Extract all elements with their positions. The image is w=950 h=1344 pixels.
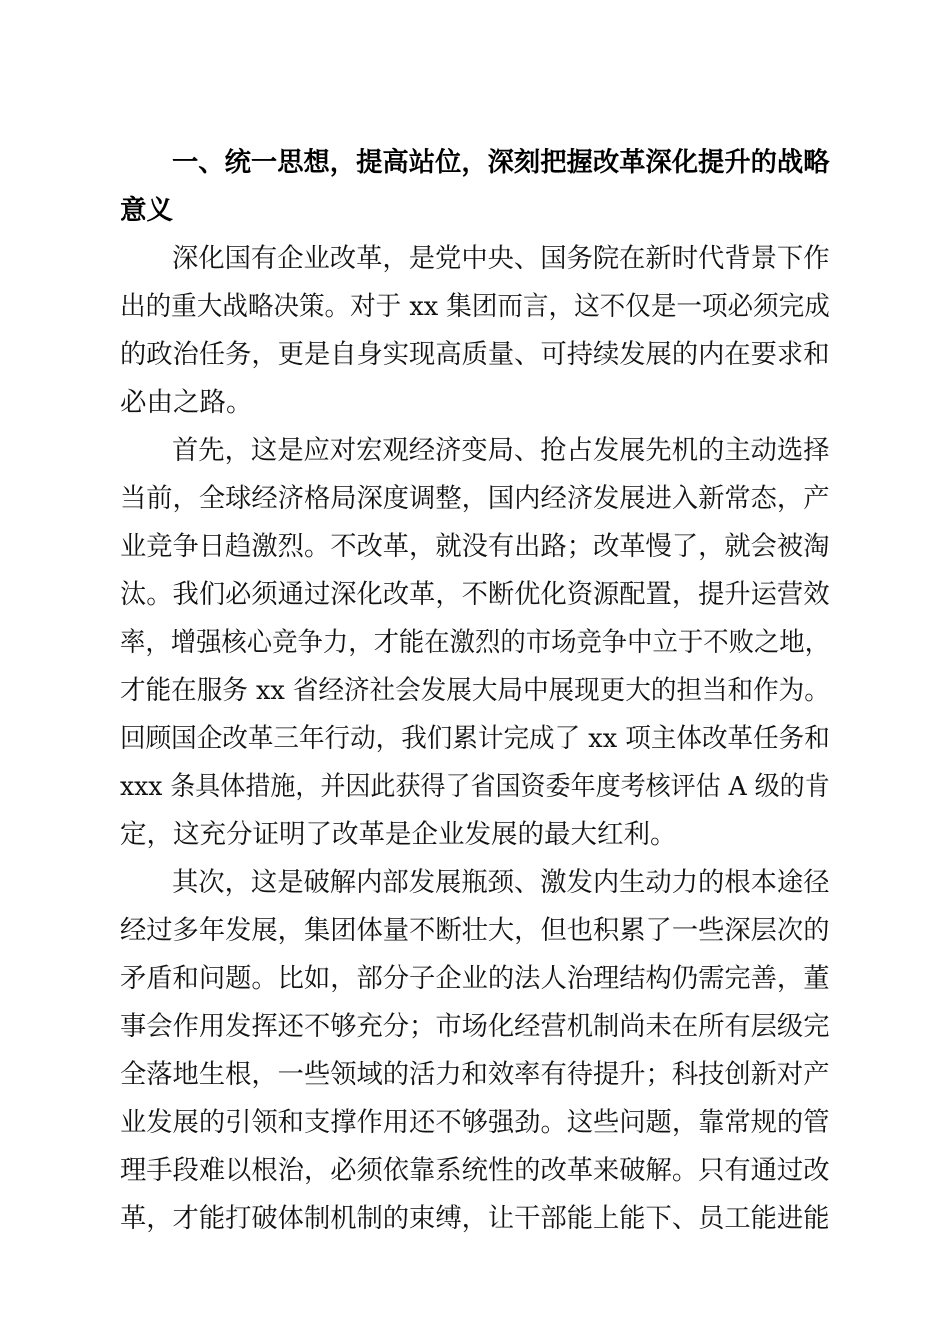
paragraph-2-line: 首先，这是应对宏观经济变局、抢占发展先机的主动选择 — [172, 435, 830, 466]
section-heading-line-2: 意义 — [120, 195, 173, 226]
paragraph-3-line: 业发展的引领和支撑作用还不够强劲。这些问题，靠常规的管 — [120, 1107, 830, 1138]
paragraph-2-line: xxx 条具体措施，并因此获得了省国资委年度考核评估 A 级的肯 — [120, 771, 830, 802]
paragraph-3-line: 革，才能打破体制机制的束缚，让干部能上能下、员工能进能 — [120, 1203, 830, 1234]
paragraph-2-line: 回顾国企改革三年行动，我们累计完成了 xx 项主体改革任务和 — [120, 723, 830, 754]
paragraph-2-line: 定，这充分证明了改革是企业发展的最大红利。 — [120, 819, 677, 850]
paragraph-1-line: 深化国有企业改革，是党中央、国务院在新时代背景下作 — [172, 243, 830, 274]
paragraph-2-line: 率，增强核心竞争力，才能在激烈的市场竞争中立于不败之地， — [120, 627, 831, 658]
paragraph-3-line: 矛盾和问题。比如，部分子企业的法人治理结构仍需完善，董 — [120, 963, 830, 994]
paragraph-1-line: 必由之路。 — [120, 387, 253, 418]
paragraph-3-line: 全落地生根，一些领域的活力和效率有待提升；科技创新对产 — [120, 1059, 830, 1090]
paragraph-3-line: 其次，这是破解内部发展瓶颈、激发内生动力的根本途径 — [172, 867, 830, 898]
section-heading-line-1: 一、统一思想，提高站位，深刻把握改革深化提升的战略 — [172, 147, 830, 178]
paragraph-2-line: 汰。我们必须通过深化改革，不断优化资源配置，提升运营效 — [120, 579, 830, 610]
paragraph-1-line: 的政治任务，更是自身实现高质量、可持续发展的内在要求和 — [120, 339, 830, 370]
paragraph-2-line: 业竞争日趋激烈。不改革，就没有出路；改革慢了，就会被淘 — [120, 531, 830, 562]
paragraph-3-line: 事会作用发挥还不够充分；市场化经营机制尚未在所有层级完 — [120, 1011, 830, 1042]
paragraph-1-line: 出的重大战略决策。对于 xx 集团而言，这不仅是一项必须完成 — [120, 291, 830, 322]
paragraph-3-line: 理手段难以根治，必须依靠系统性的改革来破解。只有通过改 — [120, 1155, 830, 1186]
paragraph-2-line: 当前，全球经济格局深度调整，国内经济发展进入新常态，产 — [120, 483, 830, 514]
paragraph-3-line: 经过多年发展，集团体量不断壮大，但也积累了一些深层次的 — [120, 915, 830, 946]
paragraph-2-line: 才能在服务 xx 省经济社会发展大局中展现更大的担当和作为。 — [120, 675, 830, 706]
